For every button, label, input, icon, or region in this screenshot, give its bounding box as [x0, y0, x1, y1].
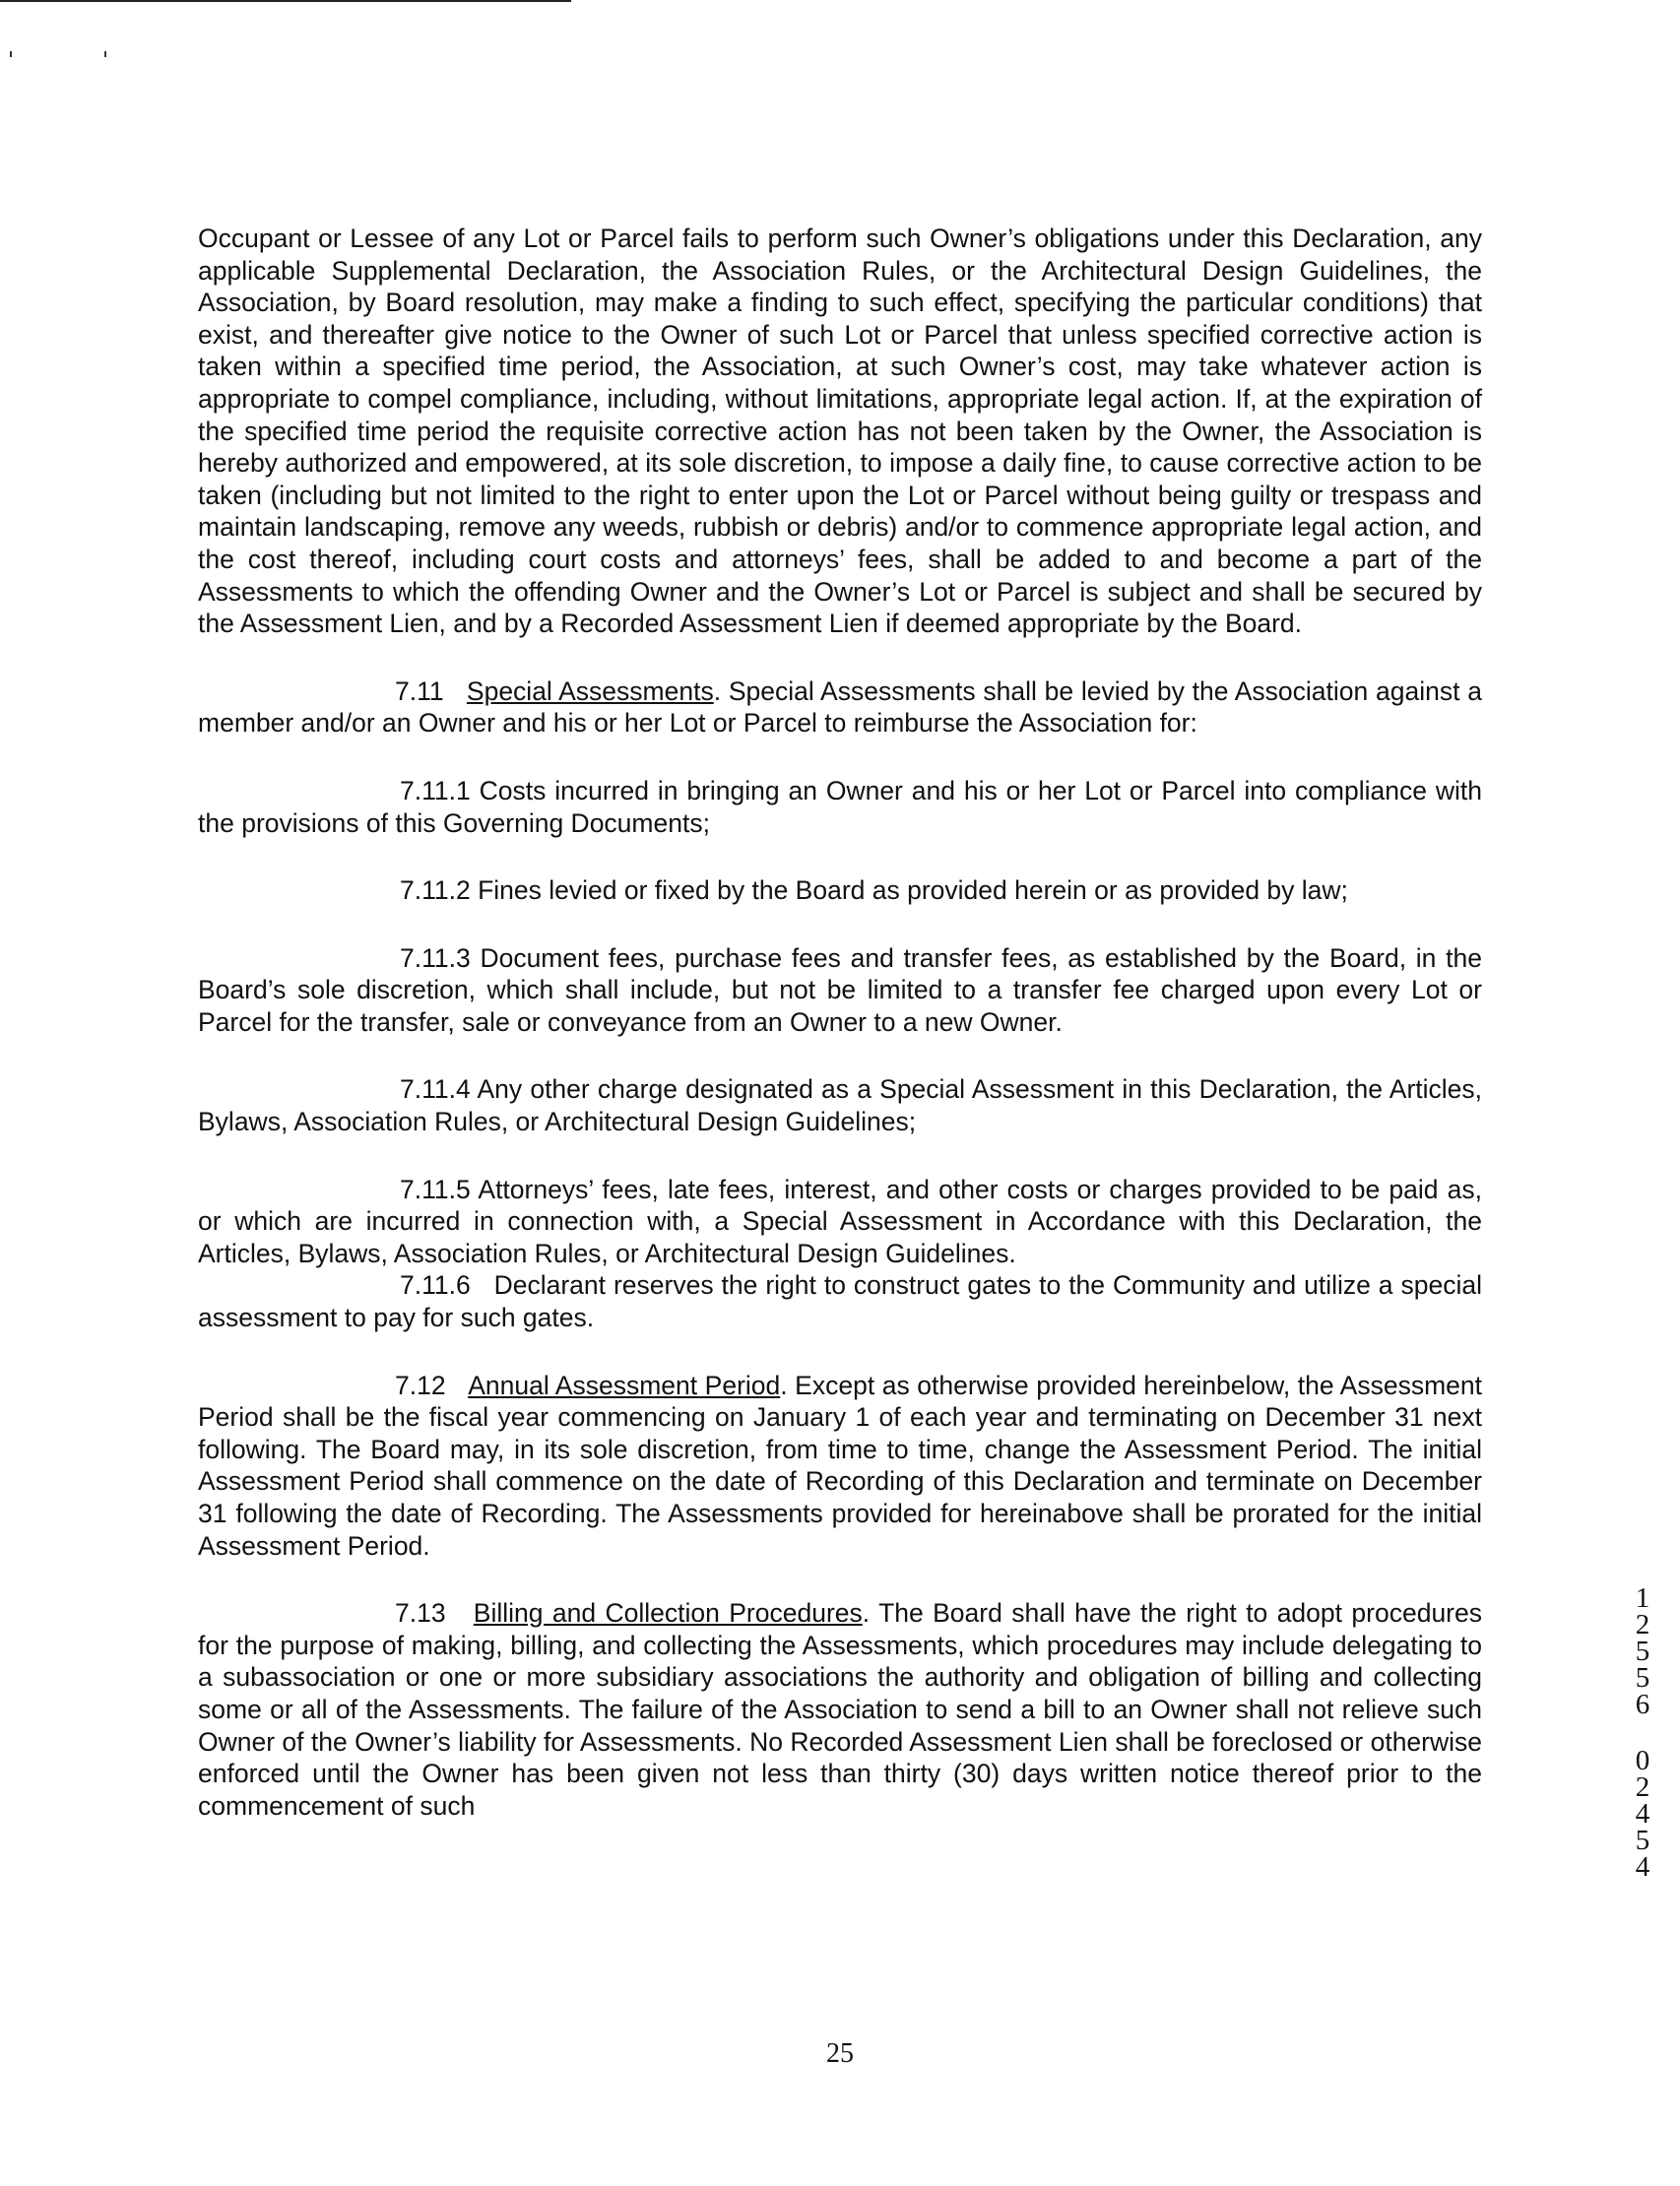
subsection-text: Attorneys’ fees, late fees, interest, and other costs or charges provided to be paid as, or which are incurred in connection with, a Special Assessment in Accordance with this Declaration, the Articles, Bylaws, Association Rules, or Architectural Design Guidelines. — [198, 1174, 1482, 1268]
subsection-text: Declarant reserves the right to construct gates to the Community and utilize a special assessment to pay for such gates. — [198, 1270, 1482, 1333]
intro-paragraph: Occupant or Lessee of any Lot or Parcel fails to perform such Owner’s obligations under this Declaration, any applicable Supplemental Declaration, the Association Rules, or the Architectural Design Guidelines, the Association, by Board resolution, may make a finding to such effect, specifying the particular conditions) that exist, and thereafter give notice to the Owner of such Lot or Parcel that unless specified corrective action is taken within a specified time period, the Association, at such Owner’s cost, may take whatever action is appropriate to compel compliance, including, without limitations, appropriate legal action. If, at the expiration of the specified time period the requisite corrective action has not been taken by the Owner, the Association is hereby authorized and empowered, at its sole discretion, to impose a daily fine, to cause corrective action to be taken (including but not limited to the right to enter upon the Lot or Parcel without being guilty or trespass and maintain landscaping, remove any weeds, rubbish or debris) and/or to commence appropriate legal action, and the cost thereof, including court costs and attorneys’ fees, shall be added to and become a part of the Assessments to which the offending Owner and the Owner’s Lot or Parcel is subject and shall be secured by the Assessment Lien, and by a Recorded Assessment Lien if deemed appropriate by the Board. — [198, 224, 1482, 639]
subsection-text: Any other charge designated as a Special Assessment in this Declaration, the Articles, Bylaws, Association Rules, or Architectural Design Guidelines; — [198, 1074, 1483, 1137]
scan-mark — [104, 51, 106, 57]
document-body — [198, 223, 1482, 1822]
stamp-char: 0 — [1635, 1745, 1650, 1776]
subsection-7-11-3 — [198, 942, 1482, 1039]
section-number: 7.13 — [395, 1598, 446, 1629]
subsection-7-11-1 — [198, 775, 1482, 839]
section-7-11 — [198, 675, 1482, 739]
subsection-number: 7.11.5 — [400, 1174, 471, 1204]
subsection-text: Fines levied or fixed by the Board as provided herein or as provided by law; — [478, 875, 1348, 906]
subsection-text: Costs incurred in bringing an Owner and his or her Lot or Parcel into compliance with the provisions of this Governing Documents; — [198, 775, 1482, 838]
scan-mark — [10, 51, 12, 57]
section-7-13 — [198, 1597, 1482, 1822]
section-number: 7.12 — [395, 1370, 446, 1400]
subsection-number: 7.11.3 — [400, 942, 471, 973]
subsection-7-11-6 — [198, 1269, 1482, 1333]
section-heading: Billing and Collection Procedures — [473, 1598, 863, 1629]
section-heading: Annual Assessment Period — [468, 1370, 781, 1400]
scan-top-rule — [0, 0, 571, 2]
subsection-number: 7.11.4 — [400, 1074, 471, 1105]
subsection-7-11-4 — [198, 1073, 1482, 1137]
subsection-number: 7.11.2 — [400, 875, 471, 906]
stamp-char: 2 — [1635, 1771, 1650, 1803]
stamp-char: 5 — [1635, 1662, 1650, 1694]
subsection-7-11-2 — [198, 874, 1482, 907]
section-7-12 — [198, 1370, 1482, 1563]
stamp-char: 4 — [1635, 1798, 1650, 1830]
subsection-text: Document fees, purchase fees and transfer fees, as established by the Board, in the Board’s sole discretion, which shall include, but not be limited to a transfer fee charged upon every Lot or Parcel for the transfer, sale or conveyance from an Owner to a new Owner. — [198, 942, 1482, 1037]
recording-number-stamp — [1623, 1582, 1662, 1883]
subsection-number: 7.11.6 — [400, 1270, 471, 1301]
section-text: . The Board shall have the right to adopt procedures for the purpose of making, billing, and collecting the Assessments, which procedures may include delegating to a subassociation or one or more subsidiary associations the authority and obligation of billing and collecting some or all of the Assessments. The failure of the Association to send a bill to an Owner shall not relieve such Owner of the Owner’s liability for Assessments. No Recorded Assessment Lien shall be foreclosed or otherwise enforced until the Owner has been given not less than thirty (30) days written notice thereof prior to the commencement of such — [198, 1598, 1483, 1821]
section-text: . Except as otherwise provided hereinbelow, the Assessment Period shall be the fiscal year commencing on January 1 of each year and terminating on December 31 next following. The Board may, in its sole discretion, from time to time, change the Assessment Period. The initial Assessment Period shall commence on the date of Recording of this Declaration and terminate on December 31 following the date of Recording. The Assessments provided for hereinabove shall be prorated for the initial Assessment Period. — [198, 1370, 1482, 1561]
section-heading: Special Assessments — [466, 675, 714, 706]
section-number: 7.11 — [395, 675, 444, 706]
section-text: . Special Assessments shall be levied by the Association against a member and/or an Owner and his or her Lot or Parcel to reimburse the Association for: — [198, 675, 1482, 739]
stamp-char: 5 — [1635, 1825, 1650, 1856]
subsection-7-11-5 — [198, 1174, 1482, 1270]
subsection-number: 7.11.1 — [400, 775, 471, 805]
stamp-char: 5 — [1635, 1636, 1650, 1667]
stamp-char: 1 — [1635, 1582, 1650, 1614]
stamp-char: 2 — [1635, 1609, 1650, 1640]
stamp-char — [1623, 1718, 1662, 1748]
page-number: 25 — [826, 2038, 854, 2069]
stamp-char: 4 — [1635, 1851, 1650, 1883]
stamp-char: 6 — [1635, 1689, 1650, 1720]
